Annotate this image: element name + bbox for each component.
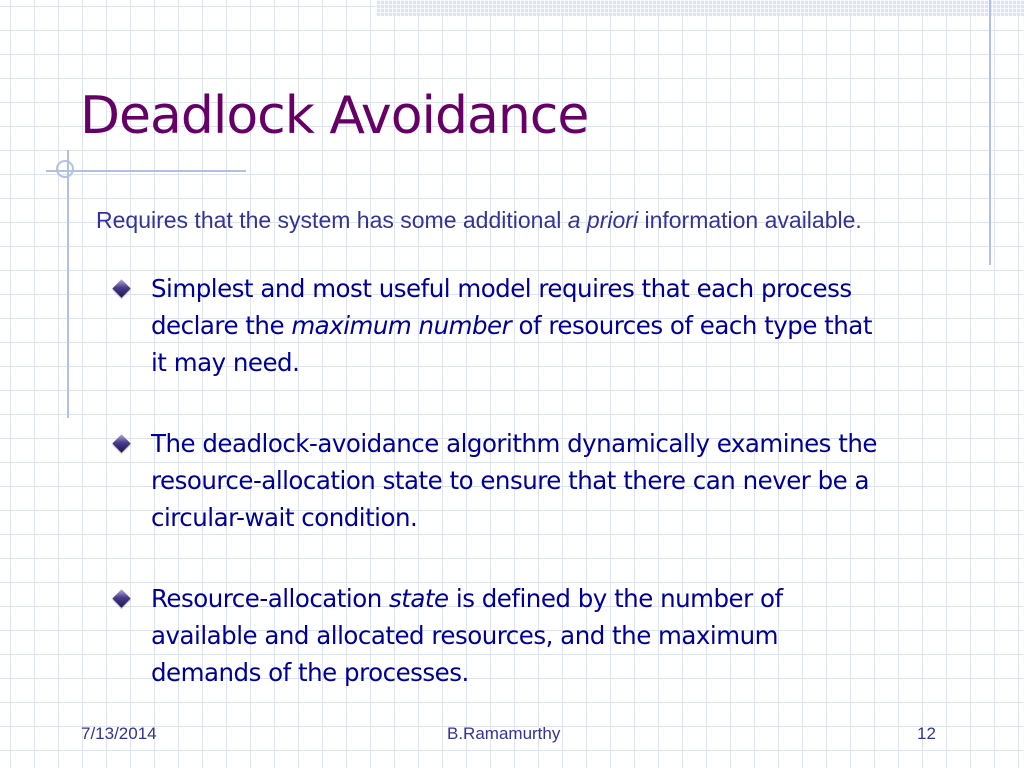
bullet-text-italic: maximum number bbox=[291, 311, 512, 340]
bullet-list bbox=[110, 270, 890, 735]
accent-ring-icon bbox=[56, 160, 74, 178]
bullet-text-italic: state bbox=[389, 584, 449, 613]
top-decorative-band bbox=[376, 0, 1024, 16]
bullet-item bbox=[110, 580, 890, 691]
intro-paragraph bbox=[96, 205, 946, 236]
diamond-bullet-icon bbox=[112, 434, 130, 452]
intro-text-italic: a priori bbox=[567, 207, 639, 233]
bullet-text-before: Simplest and most useful model requires that each process declare the bbox=[151, 274, 852, 340]
intro-text-before: Requires that the system has some additional bbox=[96, 207, 568, 233]
bullet-text-before: Resource-allocation bbox=[151, 584, 390, 613]
footer-date: 7/13/2014 bbox=[81, 724, 157, 743]
bullet-item bbox=[110, 425, 890, 536]
left-vertical-accent-line bbox=[67, 150, 69, 418]
footer-author: B.Ramamurthy bbox=[447, 724, 561, 743]
slide-title: Deadlock Avoidance bbox=[80, 86, 589, 146]
bullet-item bbox=[110, 270, 890, 381]
footer-page-number: 12 bbox=[917, 724, 936, 743]
right-vertical-accent-line bbox=[989, 0, 991, 265]
bullet-text-before: The deadlock-avoidance algorithm dynamically examines the resource-allocation state to ensure that there can never be a circular-wait condition. bbox=[151, 429, 877, 532]
diamond-bullet-icon bbox=[112, 589, 130, 607]
bullet-text-after: is defined by the number of available and allocated resources, and the maximum demands of the processes. bbox=[151, 584, 783, 687]
intro-text-after: information available. bbox=[638, 207, 862, 233]
bullet-text-after: of resources of each type that it may need. bbox=[151, 311, 872, 377]
diamond-bullet-icon bbox=[112, 279, 130, 297]
title-underline-accent bbox=[46, 170, 246, 172]
